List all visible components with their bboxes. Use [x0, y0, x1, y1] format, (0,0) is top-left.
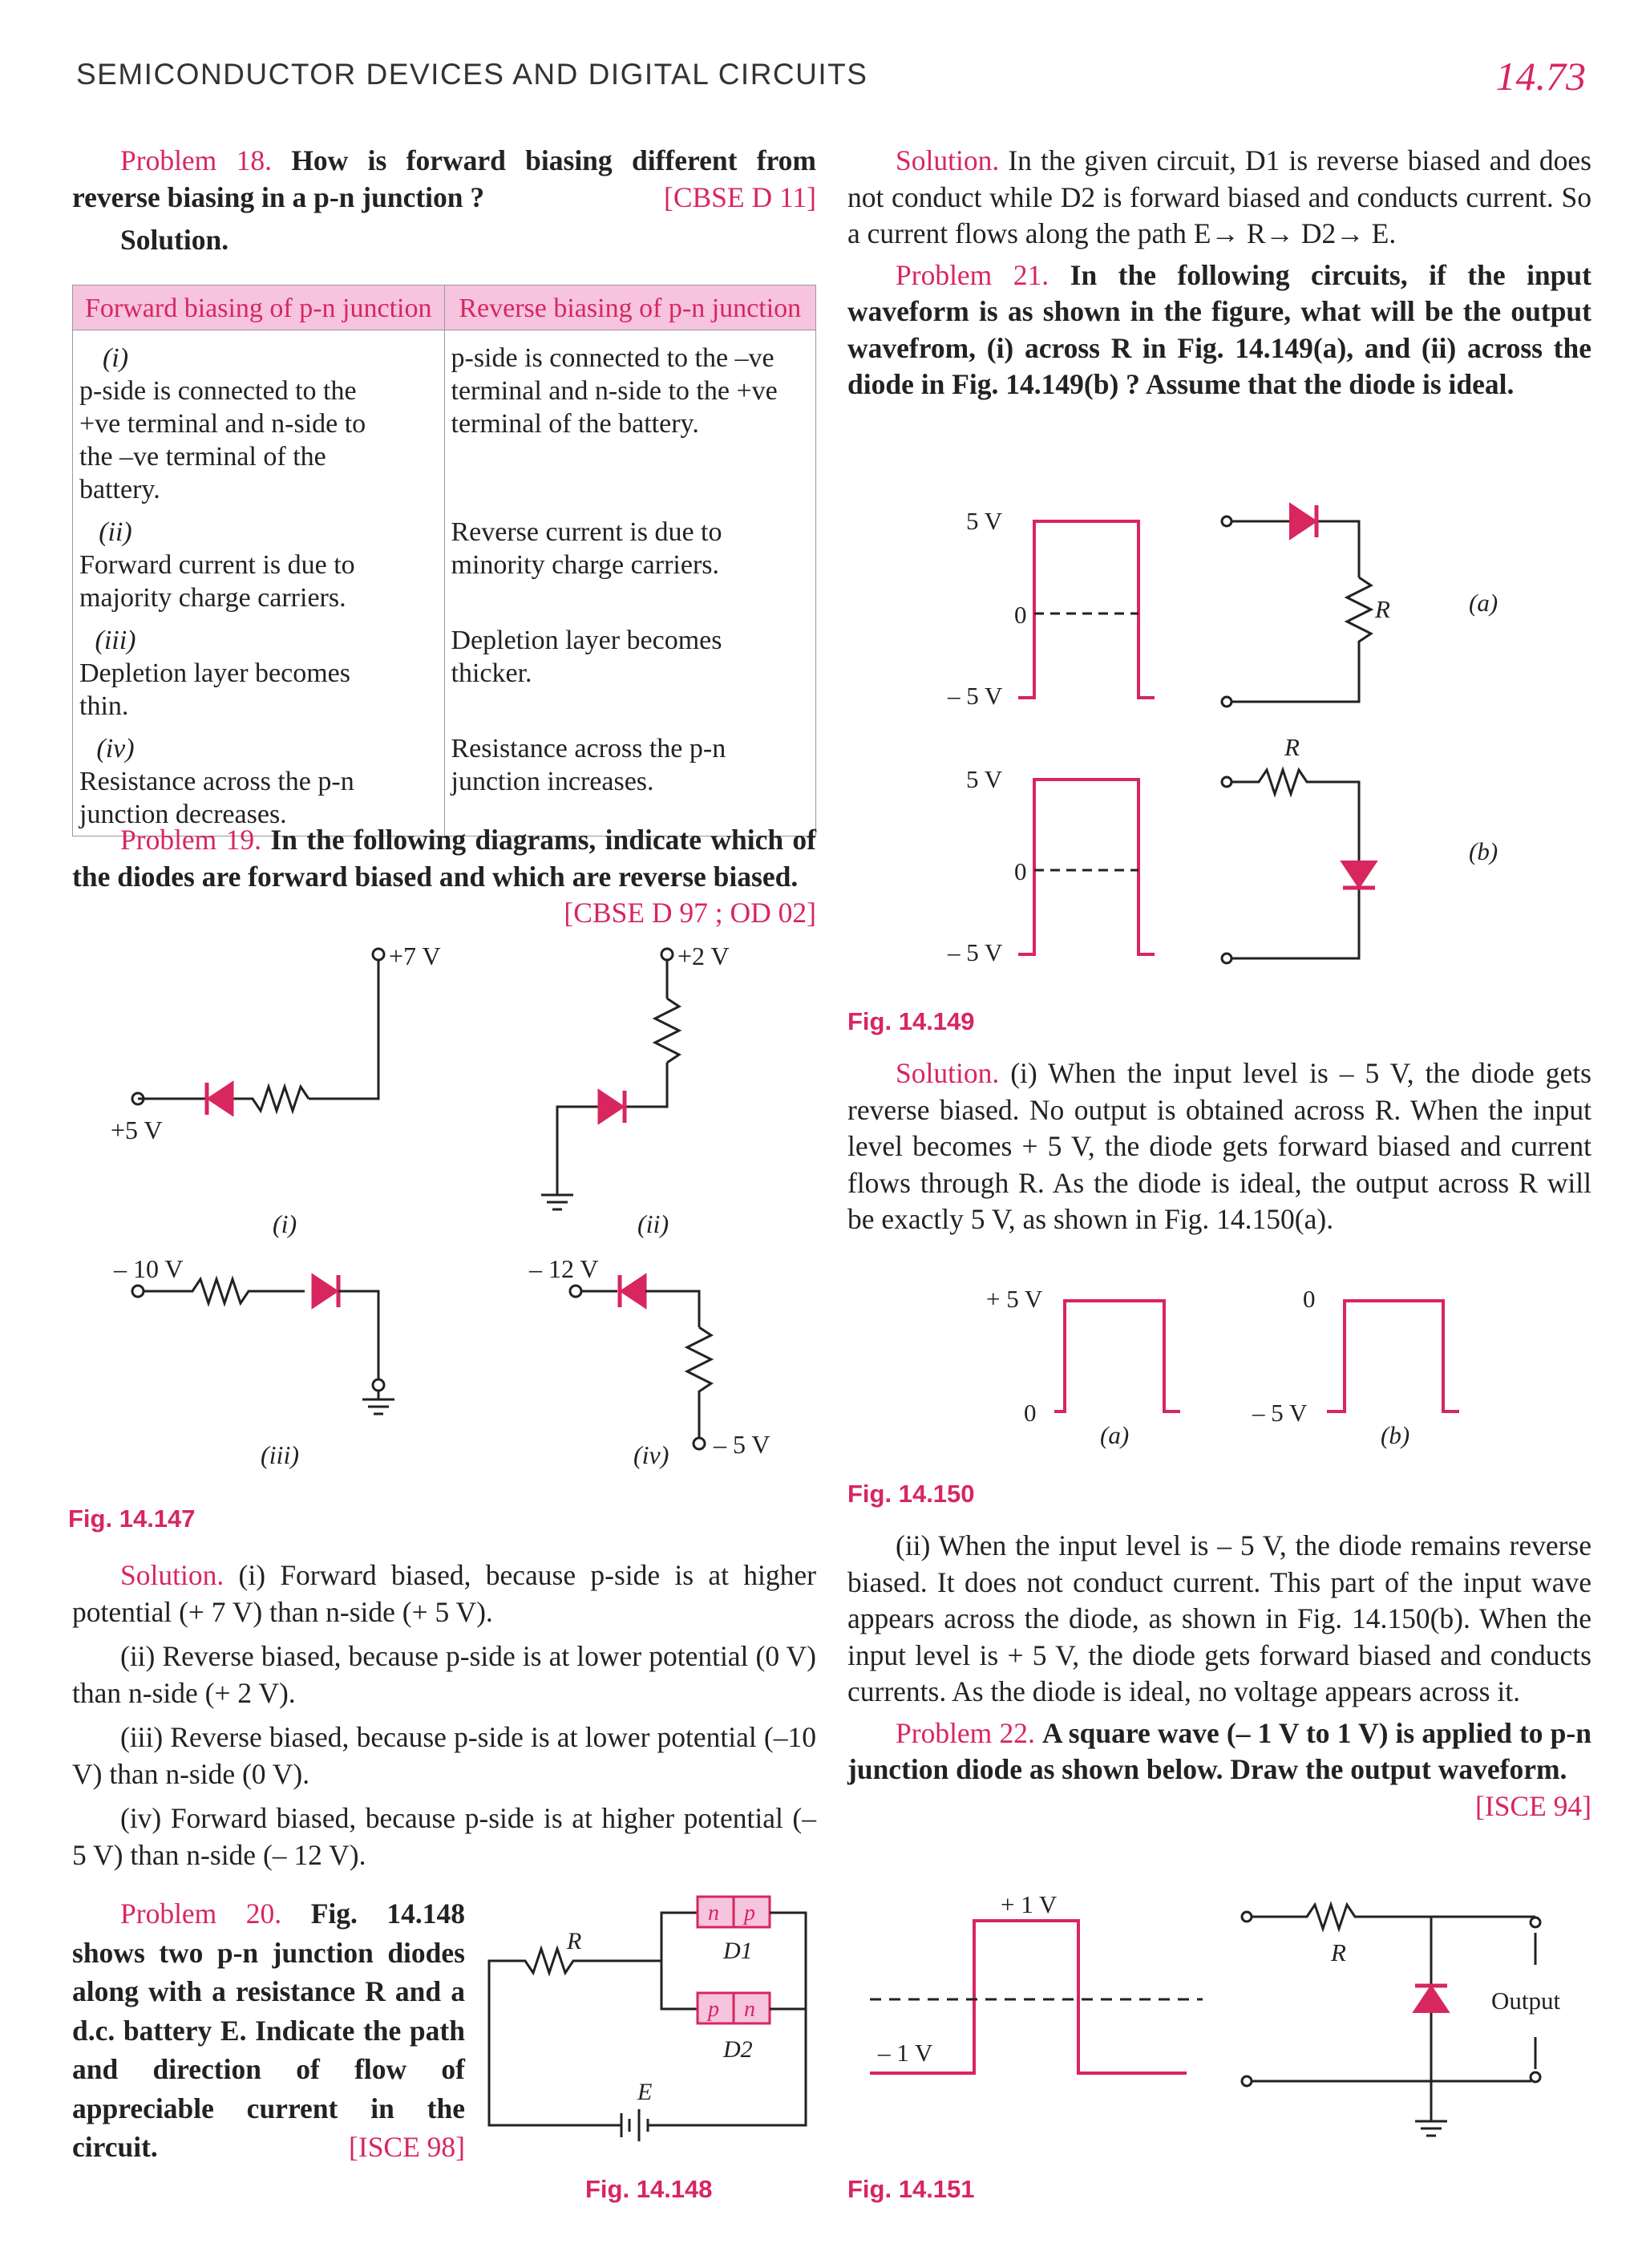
table-header-reverse: Reverse biasing of p-n junction: [444, 286, 816, 330]
diode-n-label: n: [708, 1901, 719, 1926]
resistor-label: R: [567, 1928, 582, 1954]
row-number: (ii): [99, 517, 132, 547]
diode: [599, 1091, 623, 1123]
problem-ref: [CBSE D 11]: [664, 180, 816, 213]
figure-caption: Fig. 14.148: [585, 2175, 713, 2203]
diode-label: D2: [723, 2036, 753, 2063]
solution-21: [847, 1055, 1591, 1238]
table-row: [73, 511, 816, 619]
resistor-label: R: [1331, 1938, 1346, 1966]
diode: [621, 1275, 645, 1307]
voltage-label: 0: [1014, 857, 1027, 885]
forward-cell: p-side is connected to the +ve terminal and n-side to the –ve terminal of the battery.: [79, 376, 366, 504]
diode-p-label: p: [744, 1901, 755, 1926]
figure-caption: Fig. 14.150: [847, 1480, 975, 1508]
solution-label: Solution.: [120, 1559, 224, 1591]
figure-caption: Fig. 14.149: [847, 1007, 975, 1035]
solution-text: (ii) When the input level is – 5 V, the diode remains reverse biased. It does not conduct current. This part of the input wave appears across the diode, as shown in Fig. 14.150(b). When the input level is + 5 V, the diode gets forward biased and conducts currents. As the diode is ideal, no voltage appears across it.: [847, 1529, 1591, 1707]
problem-question: In the following circuits, if the input waveform is as shown in the figure, what will be the output wavefrom, (i) across R in Fig. 14.149(a), and (ii) across the diode in Fig. 14.149(b) ? Assume that the diode is ideal.: [847, 258, 1591, 400]
part-label: (i): [273, 1209, 297, 1238]
row-number: (iv): [96, 734, 135, 763]
reverse-cell: Resistance across the p-n junction increases.: [444, 727, 816, 836]
figure-caption: Fig. 14.151: [847, 2175, 975, 2203]
solution-20: [847, 143, 1591, 403]
voltage-label: – 5 V: [948, 682, 1003, 710]
figure-14-150: [962, 1275, 1491, 1468]
figure-14-147: [72, 934, 818, 1496]
problem-ref: [CBSE D 97 ; OD 02]: [564, 897, 816, 929]
diode: [313, 1275, 337, 1307]
table-row: [73, 619, 816, 727]
problem-label: Problem 20.: [120, 1897, 282, 1930]
reverse-cell: p-side is connected to the –ve terminal and n-side to the +ve terminal of the battery.: [444, 330, 816, 512]
problem-question: In the following diagrams, indicate which of the diodes are forward biased and which are reverse biased.: [72, 824, 816, 893]
voltage-label: +2 V: [677, 942, 730, 970]
problem-label: Problem 19.: [120, 824, 262, 856]
row-number: (i): [102, 343, 129, 373]
solution-text: (i) When the input level is – 5 V, the diode gets reverse biased. No output is obtained across R. When the input level becomes + 5 V, the diode gets forward biased and current flows through R. As the diode is ideal, the output across R will be exactly 5 V, as shown in Fig. 14.150(a).: [847, 1057, 1591, 1235]
solution-text: (iv) Forward biased, because p-side is at higher potential (– 5 V) than n-side (– 12 V).: [72, 1802, 816, 1871]
part-label: (b): [1469, 837, 1498, 865]
solution-text: In the given circuit, D1 is reverse biased and does not conduct while D2 is forward biased and conducts current. So a current flows along the path E→ R→ D2→ E.: [847, 144, 1591, 249]
figure-caption: Fig. 14.147: [68, 1505, 196, 1533]
voltage-label: 5 V: [966, 507, 1003, 535]
voltage-label: + 1 V: [1001, 1890, 1058, 1918]
resistor-label: R: [1375, 595, 1390, 623]
solution-text: (i) Forward biased, because p-side is at higher potential (+ 7 V) than n-side (+ 5 V).: [72, 1559, 816, 1628]
solution-19: [72, 1557, 816, 1873]
battery-label: E: [637, 2079, 653, 2105]
solution-label: Solution.: [120, 224, 229, 256]
problem-ref: [ISCE 98]: [349, 2131, 465, 2163]
resistor-label: R: [1284, 733, 1300, 761]
voltage-label: – 12 V: [529, 1254, 599, 1283]
part-label: (iii): [261, 1440, 299, 1469]
table-row: [73, 330, 816, 512]
diode-p-label: p: [708, 1997, 719, 2022]
figure-14-148: [481, 1885, 826, 2149]
part-label: (b): [1381, 1421, 1410, 1449]
problem-question: A square wave (– 1 V to 1 V) is applied to p-n junction diode as shown below. Draw the output waveform.: [847, 1716, 1591, 1785]
problem-question: Fig. 14.148 shows two p-n junction diodes along with a resistance R and a d.c. battery E. Indicate the path and direction of flow of appreciable current in the circuit.: [72, 1897, 465, 2163]
part-label: (ii): [637, 1209, 669, 1238]
problem-18: [72, 143, 816, 259]
solution-21-ii: [847, 1528, 1591, 1825]
forward-cell: Depletion layer becomes thin.: [79, 658, 350, 721]
output-label: Output: [1491, 1987, 1561, 2015]
problem-ref: [ISCE 94]: [1475, 1789, 1591, 1822]
problem-20: [72, 1894, 465, 2167]
diode-n-label: n: [744, 1997, 755, 2022]
resistor: [229, 1087, 309, 1111]
part-label: (a): [1100, 1421, 1130, 1449]
voltage-label: 0: [1014, 601, 1027, 629]
problem-label: Problem 21.: [896, 258, 1050, 291]
figure-14-151: [850, 1885, 1595, 2149]
solution-text: (ii) Reverse biased, because p-side is at lower potential (0 V) than n-side (+ 2 V).: [72, 1640, 816, 1709]
problem-label: Problem 22.: [896, 1716, 1035, 1749]
diode-label: D1: [723, 1938, 753, 1964]
voltage-label: +5 V: [111, 1116, 163, 1144]
reverse-cell: Depletion layer becomes thicker.: [444, 619, 816, 727]
voltage-label: +7 V: [389, 942, 441, 970]
voltage-label: + 5 V: [986, 1285, 1043, 1313]
solution-text: (iii) Reverse biased, because p-side is at lower potential (–10 V) than n-side (0 V).: [72, 1721, 816, 1790]
problem-label: Problem 18.: [120, 144, 272, 176]
solution-label: Solution.: [896, 144, 1000, 176]
voltage-label: – 1 V: [878, 2039, 933, 2067]
voltage-label: – 5 V: [948, 938, 1003, 966]
running-header: SEMICONDUCTOR DEVICES AND DIGITAL CIRCUITS: [76, 58, 868, 91]
figure-14-149: [938, 497, 1595, 978]
part-label: (iv): [633, 1440, 669, 1469]
voltage-label: – 5 V: [714, 1430, 770, 1459]
voltage-label: 5 V: [966, 765, 1003, 793]
voltage-label: 0: [1303, 1285, 1316, 1313]
problem-question: How is forward biasing different from reverse biasing in a p-n junction ?: [72, 144, 816, 213]
reverse-cell: Reverse current is due to minority charge carriers.: [444, 511, 816, 619]
forward-cell: Resistance across the p-n junction decreases.: [79, 767, 354, 829]
problem-19: [72, 822, 816, 932]
part-label: (a): [1469, 589, 1498, 617]
table-row: [73, 727, 816, 836]
forward-cell: Forward current is due to majority charge carriers.: [79, 550, 355, 613]
voltage-label: 0: [1024, 1399, 1037, 1427]
voltage-label: – 10 V: [114, 1254, 184, 1283]
comparison-table: [72, 285, 816, 836]
diode: [208, 1083, 233, 1115]
row-number: (iii): [95, 626, 136, 655]
table-header-forward: Forward biasing of p-n junction: [73, 286, 445, 330]
solution-label: Solution.: [896, 1057, 1000, 1089]
voltage-label: – 5 V: [1252, 1399, 1308, 1427]
page-number: 14.73: [1495, 54, 1586, 99]
